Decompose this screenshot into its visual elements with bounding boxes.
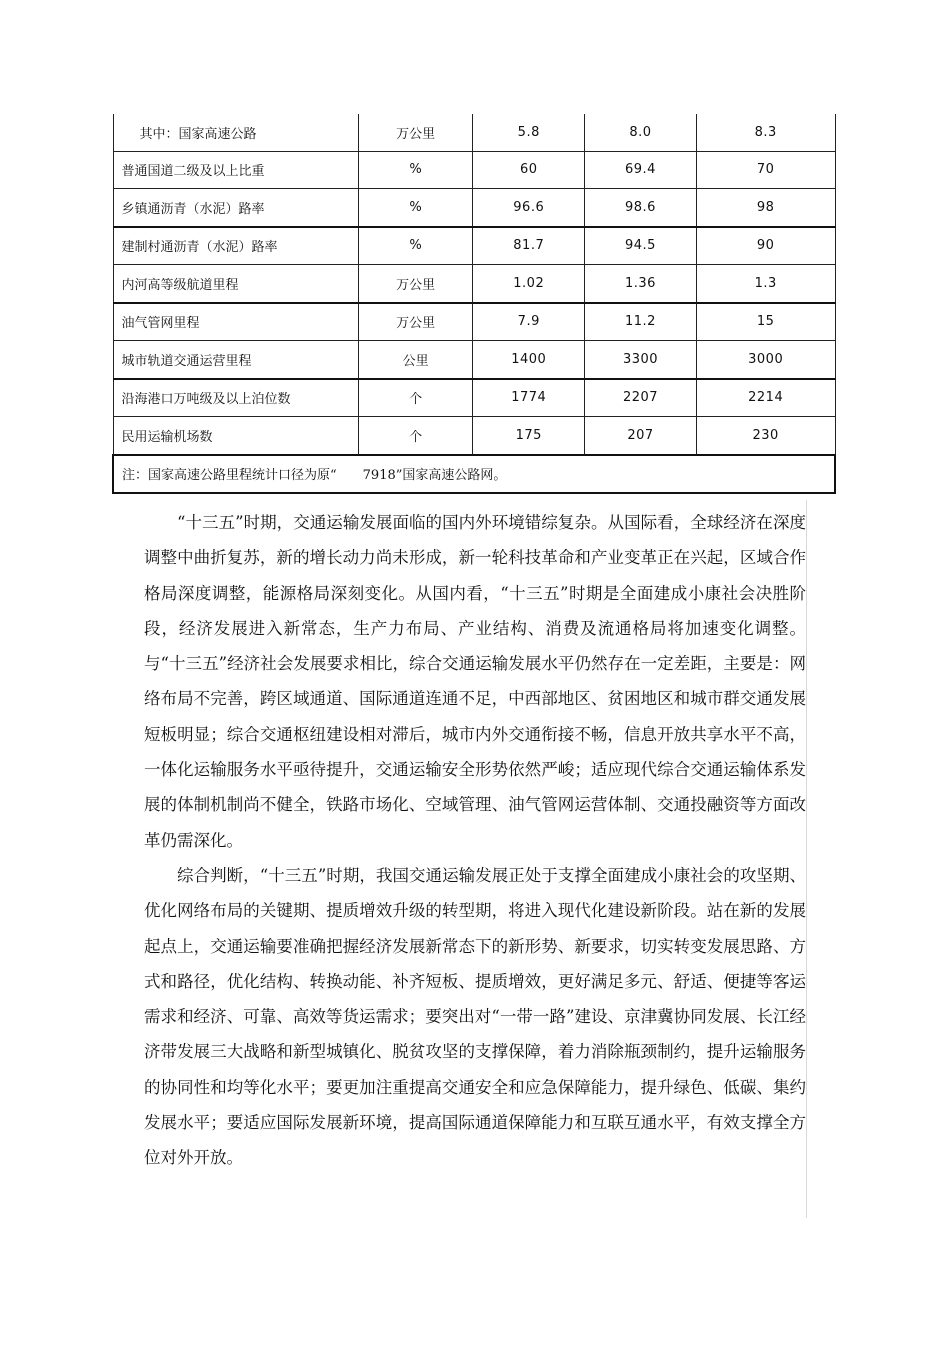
row-unit: % [358,151,473,189]
paragraph: “十三五”时期，交通运输发展面临的国内外环境错综复杂。从国际看，全球经济在深度调整中曲折复苏，新的增长动力尚未形成，新一轮科技革命和产业变革正在兴起，区域合作格局深度调整，能源格局深刻变化。从国内看，“十三五”时期是全面建成小康社会决胜阶段，经济发展进入新常态，生产力布局、产业结构、消费及流通格局将加速变化调整。与“十三五”经济社会发展要求相比，综合交通运输发展水平仍然存在一定差距，主要是：网络布局不完善，跨区域通道、国际通道连通不足，中西部地区、贫困地区和城市群交通发展短板明显；综合交通枢纽建设相对滞后，城市内外交通衔接不畅，信息开放共享水平不高，一体化运输服务水平亟待提升，交通运输安全形势依然严峻；适应现代综合交通运输体系发展的体制机制尚不健全，铁路市场化、空域管理、油气管网运营体制、交通投融资等方面改革仍需深化。 [144,513,806,850]
row-value-3: 230 [696,417,835,455]
row-value-1: 7.9 [473,303,585,341]
row-value-1: 1.02 [473,265,585,303]
table-note: 注：国家高速公路里程统计口径为原“ 7918”国家高速公路网。 [113,455,835,494]
table-row [113,151,835,189]
row-value-3: 8.3 [696,114,835,151]
row-label: 民用运输机场数 [113,417,358,455]
row-unit: 个 [358,417,473,455]
row-label: 内河高等级航道里程 [113,265,358,303]
row-value-2: 11.2 [585,303,697,341]
row-label: 城市轨道交通运营里程 [113,341,358,379]
table-row [113,114,835,151]
row-unit: 万公里 [358,303,473,341]
body-text [144,505,806,1176]
row-value-1: 1400 [473,341,585,379]
table-row [113,341,835,379]
paragraph: 综合判断，“十三五”时期，我国交通运输发展正处于支撑全面建成小康社会的攻坚期、优化网络布局的关键期、提质增效升级的转型期，将进入现代化建设新阶段。站在新的发展起点上，交通运输要准确把握经济发展新常态下的新形势、新要求，切实转变发展思路、方式和路径，优化结构、转换动能、补齐短板、提质增效，更好满足多元、舒适、便捷等客运需求和经济、可靠、高效等货运需求；要突出对“一带一路”建设、京津冀协同发展、长江经济带发展三大战略和新型城镇化、脱贫攻坚的支撑保障，着力消除瓶颈制约，提升运输服务的协同性和均等化水平；要更加注重提高交通安全和应急保障能力，提升绿色、低碳、集约发展水平；要适应国际发展新环境，提高国际通道保障能力和互联互通水平，有效支撑全方位对外开放。 [144,865,806,1168]
row-value-1: 175 [473,417,585,455]
table-row [113,227,835,265]
row-unit: % [358,227,473,265]
row-value-2: 2207 [585,379,697,417]
row-label: 建制村通沥青（水泥）路率 [113,227,358,265]
row-value-2: 69.4 [585,151,697,189]
row-unit: % [358,189,473,227]
row-value-2: 98.6 [585,189,697,227]
row-value-3: 15 [696,303,835,341]
statistics-table [112,114,836,494]
row-label: 其中：国家高速公路 [113,114,358,151]
row-label: 乡镇通沥青（水泥）路率 [113,189,358,227]
row-unit: 万公里 [358,114,473,151]
row-value-2: 8.0 [585,114,697,151]
row-value-3: 3000 [696,341,835,379]
row-label: 沿海港口万吨级及以上泊位数 [113,379,358,417]
row-value-2: 3300 [585,341,697,379]
row-value-1: 5.8 [473,114,585,151]
row-unit: 万公里 [358,265,473,303]
table-note-row [113,455,835,494]
row-value-2: 1.36 [585,265,697,303]
row-value-1: 96.6 [473,189,585,227]
row-label: 油气管网里程 [113,303,358,341]
table-row [113,265,835,303]
table-row [113,379,835,417]
row-value-3: 98 [696,189,835,227]
row-value-3: 70 [696,151,835,189]
table-row [113,417,835,455]
table-row [113,303,835,341]
row-value-1: 1774 [473,379,585,417]
row-value-3: 2214 [696,379,835,417]
page-margin-line [806,500,807,1218]
table-row [113,189,835,227]
row-value-2: 94.5 [585,227,697,265]
row-value-2: 207 [585,417,697,455]
row-value-3: 1.3 [696,265,835,303]
row-value-3: 90 [696,227,835,265]
row-unit: 个 [358,379,473,417]
row-unit: 公里 [358,341,473,379]
row-label: 普通国道二级及以上比重 [113,151,358,189]
row-value-1: 81.7 [473,227,585,265]
row-value-1: 60 [473,151,585,189]
